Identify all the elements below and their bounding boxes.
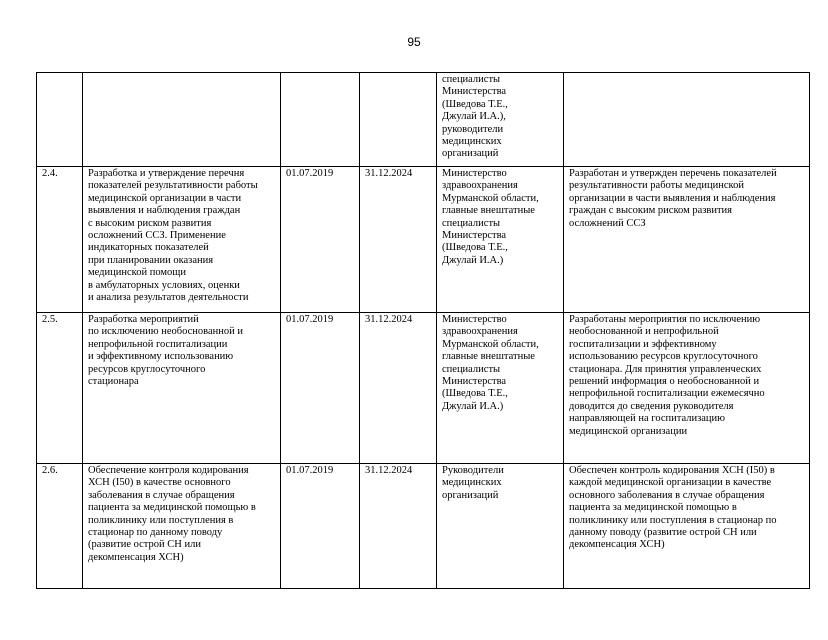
- cell-responsible: [437, 464, 564, 589]
- cell-text-line: Мурманской области,: [442, 192, 539, 204]
- cell-text-line: медицинских: [442, 136, 502, 148]
- cell-text-line: Разработаны мероприятия по исключению: [569, 314, 761, 325]
- cell-text-line: пациента за медицинской помощью в: [569, 502, 737, 514]
- cell-text-line: и эффективному использованию: [88, 351, 234, 363]
- cell-text-line: граждан с высоким риском развития: [569, 205, 733, 217]
- cell-start-date: [281, 313, 360, 464]
- cell-text-line: (Шведова Т.Е.,: [442, 242, 508, 254]
- cell-text-line: (Шведова Т.Е.,: [442, 388, 508, 400]
- cell-text-line: главные внештатные: [442, 351, 535, 363]
- cell-text-line: Руководители: [442, 465, 504, 476]
- cell-result: [564, 73, 810, 167]
- table-row: [37, 73, 810, 167]
- cell-result: [564, 464, 810, 589]
- cell-text-line: поликлинику или поступления в: [88, 514, 234, 526]
- cell-text-line: поликлинику или поступления в стационар по: [569, 514, 777, 526]
- page-number: 95: [407, 35, 421, 49]
- cell-text-line: здравоохранения: [442, 326, 518, 338]
- cell-text-line: ХСН (I50) в качестве основного: [88, 477, 231, 489]
- cell-text-line: стационара. Для принятия управленческих: [569, 363, 762, 375]
- cell-text-line: Мурманской области,: [442, 338, 539, 350]
- cell-start-date: [281, 464, 360, 589]
- cell-text-line: медицинской организации в части: [88, 192, 242, 204]
- cell-text-line: организаций: [442, 489, 499, 501]
- table-row: [37, 167, 810, 313]
- plan-table-body: [37, 73, 810, 589]
- cell-text-line: Министерства: [442, 230, 507, 242]
- cell-text-line: направляющей на госпитализацию: [569, 413, 725, 425]
- cell-text-line: медицинской организации: [569, 425, 688, 437]
- cell-text-line: индикаторных показателей: [88, 242, 209, 254]
- cell-text-line: Министерства: [442, 86, 507, 98]
- cell-text-line: доводится до сведения руководителя: [569, 400, 734, 412]
- cell-responsible: [437, 313, 564, 464]
- cell-text-line: использованию ресурсов круглосуточного: [569, 351, 758, 363]
- cell-text-line: непрофильной госпитализации ежемесячно: [569, 388, 765, 400]
- cell-number: [37, 167, 83, 313]
- cell-text-line: Министерство: [442, 168, 507, 179]
- cell-activity: [83, 73, 281, 167]
- cell-text-line: (Шведова Т.Е.,: [442, 98, 508, 110]
- cell-text-line: стационар по данному поводу: [88, 527, 223, 539]
- cell-activity: [83, 464, 281, 589]
- cell-activity: [83, 167, 281, 313]
- cell-text-line: 01.07.2019: [286, 465, 334, 476]
- cell-text-line: (развитие острой СН или: [88, 539, 201, 551]
- cell-text-line: Джулай И.А.): [442, 400, 504, 412]
- table-row: [37, 464, 810, 589]
- cell-text-line: медицинской помощи: [88, 267, 186, 279]
- cell-text-line: 2.4.: [42, 168, 58, 179]
- cell-text-line: результативности работы медицинской: [569, 180, 744, 192]
- cell-text-line: показателей результативности работы: [88, 180, 258, 192]
- cell-text-line: специалисты: [442, 363, 501, 375]
- cell-text-line: Разработка и утверждение перечня: [88, 168, 245, 179]
- cell-text-line: и анализа результатов деятельности: [88, 292, 249, 304]
- cell-text-line: Обеспечение контроля кодирования: [88, 465, 249, 476]
- cell-text-line: каждой медицинской организации в качестве: [569, 477, 772, 489]
- cell-text-line: стационара: [88, 376, 139, 388]
- cell-text-line: в амбулаторных условиях, оценки: [88, 279, 240, 291]
- cell-text-line: главные внештатные: [442, 205, 535, 217]
- cell-text-line: организаций: [442, 148, 499, 160]
- cell-text-line: по исключению необоснованной и: [88, 326, 243, 338]
- cell-text-line: 31.12.2024: [365, 168, 413, 179]
- cell-result: [564, 313, 810, 464]
- cell-text-line: необоснованной и непрофильной: [569, 326, 719, 338]
- cell-text-line: 01.07.2019: [286, 168, 334, 179]
- cell-text-line: с высоким риском развития: [88, 217, 212, 229]
- cell-text-line: специалисты: [442, 217, 501, 229]
- cell-text-line: при планировании оказания: [88, 254, 214, 266]
- cell-text-line: Джулай И.А.),: [442, 111, 506, 123]
- cell-text-line: Джулай И.А.): [442, 254, 504, 266]
- cell-text-line: основного заболевания в случае обращения: [569, 489, 765, 501]
- cell-text-line: Обеспечен контроль кодирования ХСН (I50) в: [569, 465, 775, 476]
- cell-text-line: госпитализации и эффективному: [569, 338, 717, 350]
- table-row: [37, 313, 810, 464]
- cell-text-line: декомпенсация ХСН): [88, 551, 184, 563]
- cell-responsible: [437, 73, 564, 167]
- cell-text-line: непрофильной госпитализации: [88, 338, 228, 350]
- cell-text-line: решений информация о необоснованной и: [569, 376, 760, 388]
- cell-result: [564, 167, 810, 313]
- cell-text-line: пациента за медицинской помощью в: [88, 502, 256, 514]
- cell-text-line: Разработка мероприятий: [88, 314, 199, 325]
- cell-text-line: руководители: [442, 123, 504, 135]
- cell-number: [37, 464, 83, 589]
- cell-text-line: специалисты: [442, 74, 501, 85]
- cell-text-line: данному поводу (развитие острой СН или: [569, 527, 757, 539]
- cell-start-date: [281, 167, 360, 313]
- cell-end-date: [360, 464, 437, 589]
- plan-table: [36, 72, 810, 589]
- cell-activity: [83, 313, 281, 464]
- cell-text-line: организации в части выявления и наблюдения: [569, 192, 776, 204]
- cell-text-line: 2.6.: [42, 465, 58, 476]
- cell-text-line: 31.12.2024: [365, 314, 413, 325]
- cell-text-line: 2.5.: [42, 314, 58, 325]
- cell-text-line: медицинских: [442, 477, 502, 489]
- cell-text-line: декомпенсация ХСН): [569, 539, 665, 551]
- cell-text-line: заболевания в случае обращения: [88, 489, 235, 501]
- cell-end-date: [360, 313, 437, 464]
- cell-text-line: ресурсов круглосуточного: [88, 363, 206, 375]
- cell-text-line: Разработан и утвержден перечень показателей: [569, 168, 777, 179]
- cell-number: [37, 313, 83, 464]
- cell-text-line: осложнений ССЗ. Применение: [88, 230, 226, 242]
- cell-start-date: [281, 73, 360, 167]
- cell-text-line: выявления и наблюдения граждан: [88, 205, 241, 217]
- cell-end-date: [360, 73, 437, 167]
- cell-text-line: Министерство: [442, 314, 507, 325]
- cell-text-line: 31.12.2024: [365, 465, 413, 476]
- cell-text-line: осложнений ССЗ: [569, 217, 646, 229]
- cell-text-line: здравоохранения: [442, 180, 518, 192]
- cell-end-date: [360, 167, 437, 313]
- cell-text-line: 01.07.2019: [286, 314, 334, 325]
- cell-number: [37, 73, 83, 167]
- cell-responsible: [437, 167, 564, 313]
- cell-text-line: Министерства: [442, 376, 507, 388]
